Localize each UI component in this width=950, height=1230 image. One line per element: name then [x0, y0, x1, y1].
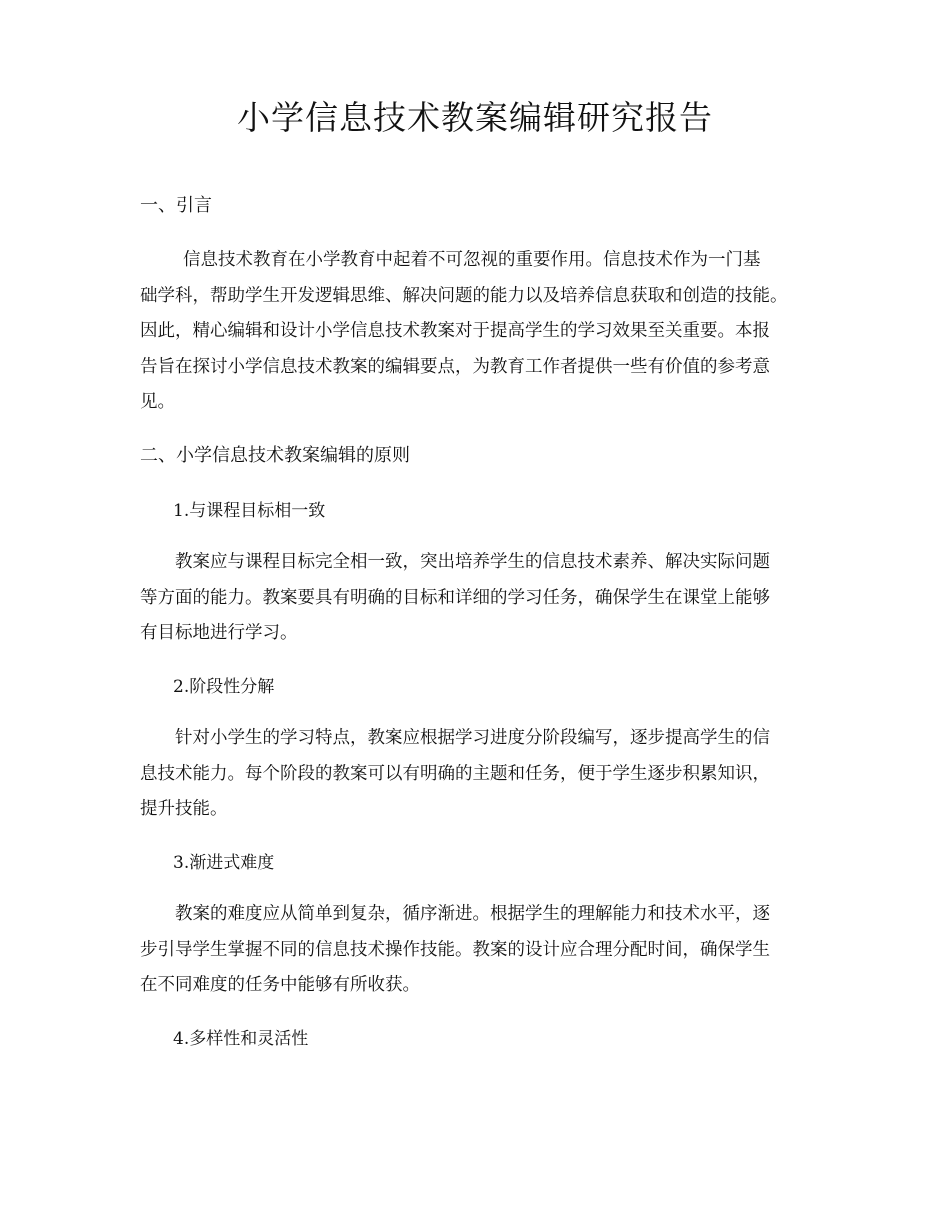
paragraph-line: 息技术能力。每个阶段的教案可以有明确的主题和任务，便于学生逐步积累知识， — [140, 763, 770, 784]
paragraph-line: 信息技术教育在小学教育中起着不可忽视的重要作用。信息技术作为一门基 — [183, 250, 761, 270]
paragraph-line: 教案应与课程目标完全相一致，突出培养学生的信息技术素养、解决实际问题 — [175, 552, 770, 572]
document-title: 小学信息技术教案编辑研究报告 — [237, 98, 713, 137]
difficulty-paragraph — [140, 897, 822, 1004]
section-heading-introduction: 一、引言 — [140, 195, 212, 216]
paragraph-line: 告旨在探讨小学信息技术教案的编辑要点，为教育工作者提供一些有价值的参考意 — [140, 356, 770, 377]
subsection-heading-diversity: 4.多样性和灵活性 — [173, 1029, 309, 1049]
stages-paragraph — [140, 721, 822, 828]
subsection-heading-difficulty: 3.渐进式难度 — [173, 853, 275, 873]
paragraph-line: 因此，精心编辑和设计小学信息技术教案对于提高学生的学习效果至关重要。本报 — [140, 321, 770, 341]
paragraph-line: 提升技能。 — [140, 799, 228, 819]
paragraph-line: 见。 — [140, 392, 175, 412]
subsection-heading-stages: 2.阶段性分解 — [173, 677, 275, 697]
paragraph-line: 在不同难度的任务中能够有所收获。 — [140, 975, 420, 995]
paragraph-line: 有目标地进行学习。 — [140, 623, 298, 643]
section-heading-principles: 二、小学信息技术教案编辑的原则 — [140, 445, 410, 466]
paragraph-line: 等方面的能力。教案要具有明确的目标和详细的学习任务，确保学生在课堂上能够 — [140, 587, 770, 608]
subsection-heading-course-goals: 1.与课程目标相一致 — [173, 501, 326, 521]
paragraph-line: 础学科，帮助学生开发逻辑思维、解决问题的能力以及培养信息获取和创造的技能。 — [140, 285, 788, 306]
paragraph-line: 教案的难度应从简单到复杂，循序渐进。根据学生的理解能力和技术水平，逐 — [175, 904, 770, 924]
paragraph-line: 步引导学生掌握不同的信息技术操作技能。教案的设计应合理分配时间，确保学生 — [140, 939, 770, 960]
paragraph-line: 针对小学生的学习特点，教案应根据学习进度分阶段编写，逐步提高学生的信 — [175, 728, 770, 748]
introduction-paragraph — [140, 243, 822, 421]
course-goals-paragraph — [140, 545, 822, 652]
